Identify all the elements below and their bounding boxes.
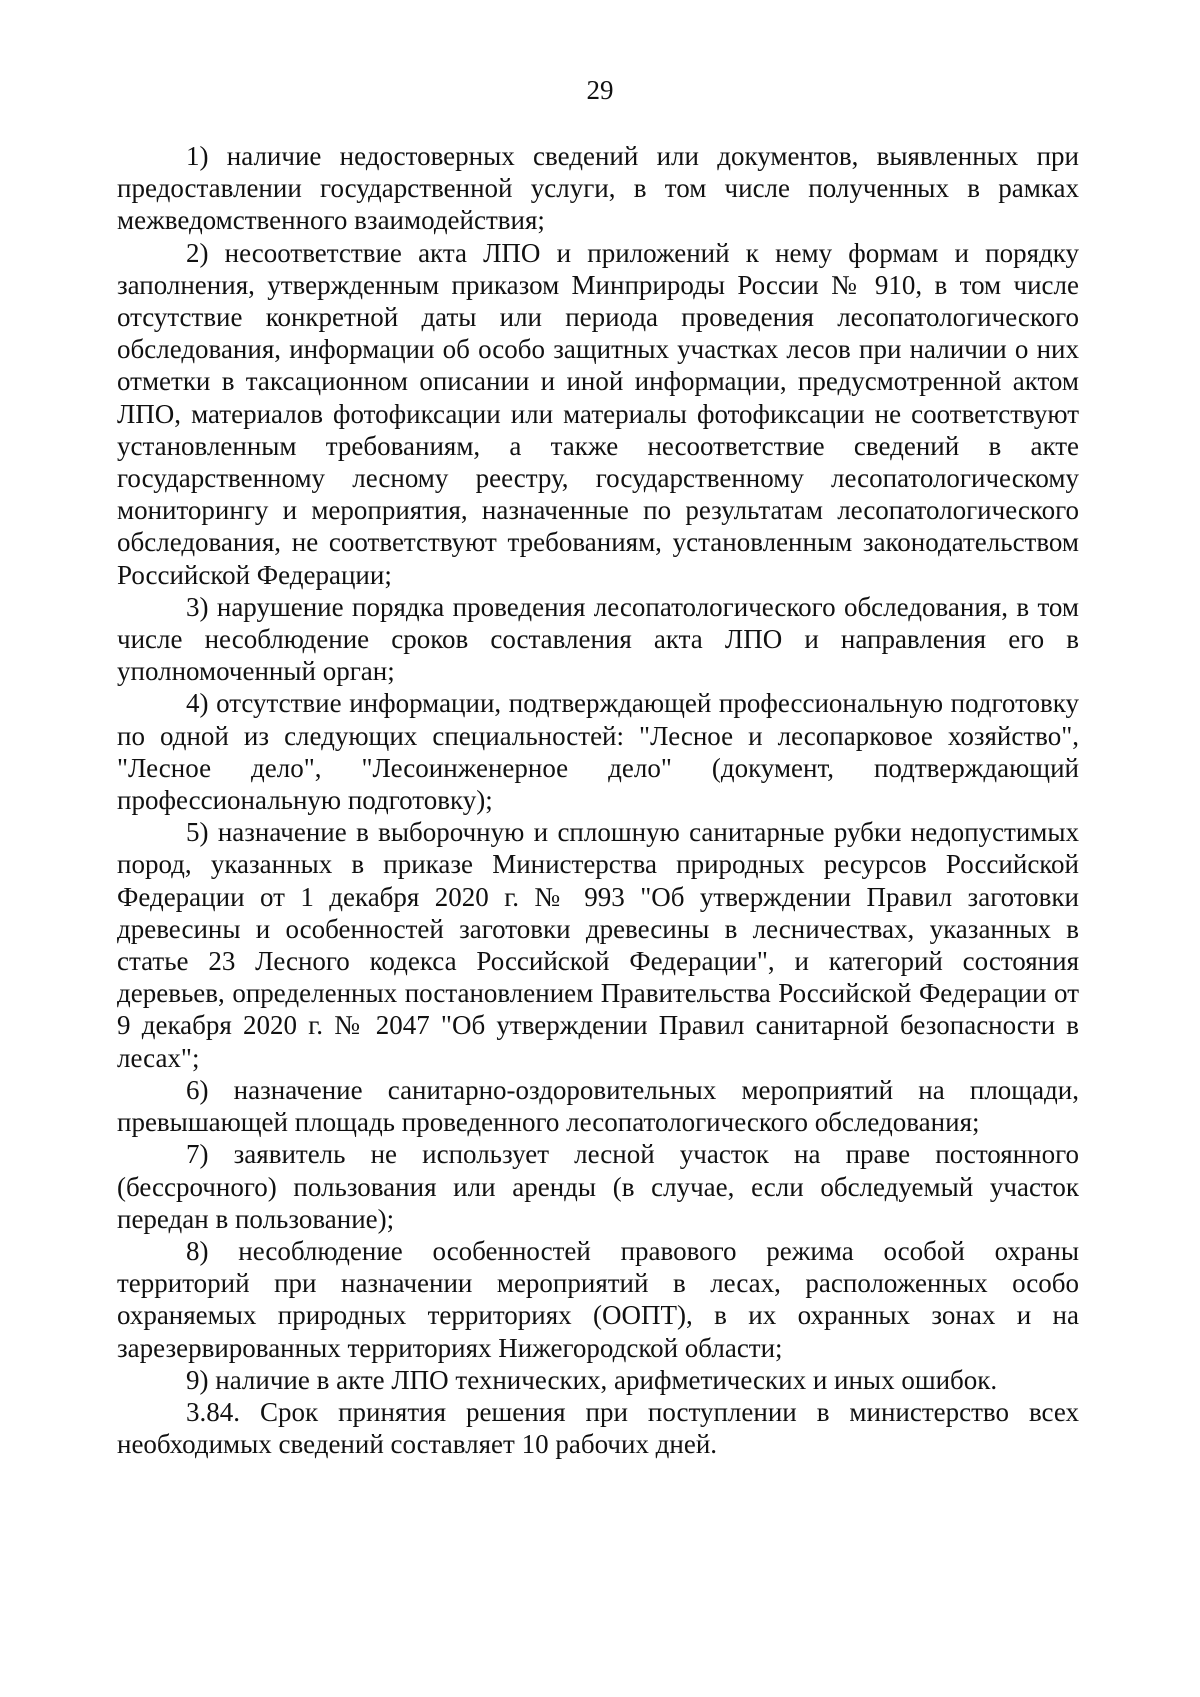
paragraph-item-8: 8) несоблюдение особенностей правового режима особой охраны территорий при назначении мероприятий в лесах, расположенных особо охраняемых природных территориях (ООПТ), в их охранных зонах и на зарезервированных территориях Нижегородской области;	[117, 1235, 1079, 1363]
paragraph-item-2: 2) несоответствие акта ЛПО и приложений к нему формам и порядку заполнения, утвержденным приказом Минприроды России № 910, в том числе отсутствие конкретной даты или периода проведения лесопатологического обследования, информации об особо защитных участках лесов при наличии о них отметки в таксационном описании и иной информации, предусмотренной актом ЛПО, материалов фотофиксации или материалы фотофиксации не соответствуют установленным требованиям, а также несоответствие сведений в акте государственному лесному реестру, государственному лесопатологическому мониторингу и мероприятия, назначенные по результатам лесопатологического обследования, не соответствуют требованиям, установленным законодательством Российской Федерации;	[117, 237, 1079, 590]
paragraph-item-1: 1) наличие недостоверных сведений или документов, выявленных при предоставлении государственной услуги, в том числе полученных в рамках межведомственного взаимодействия;	[117, 141, 1079, 236]
document-body	[117, 140, 1079, 1460]
page-number: 29	[586, 75, 614, 105]
paragraph-item-7: 7) заявитель не использует лесной участок на праве постоянного (бессрочного) пользования или аренды (в случае, если обследуемый участок передан в пользование);	[117, 1139, 1079, 1234]
paragraph-section-3-84: 3.84. Срок принятия решения при поступлении в министерство всех необходимых сведений составляет 10 рабочих дней.	[117, 1396, 1079, 1460]
paragraph-item-3: 3) нарушение порядка проведения лесопатологического обследования, в том числе несоблюдение сроков составления акта ЛПО и направления его в уполномоченный орган;	[117, 591, 1079, 687]
paragraph-item-6: 6) назначение санитарно-оздоровительных мероприятий на площади, превышающей площадь проведенного лесопатологического обследования;	[117, 1074, 1079, 1138]
paragraph-item-5: 5) назначение в выборочную и сплошную санитарные рубки недопустимых пород, указанных в приказе Министерства природных ресурсов Российской Федерации от 1 декабря 2020 г. № 993 "Об утверждении Правил заготовки древесины и особенностей заготовки древесины в лесничествах, указанных в статье 23 Лесного кодекса Российской Федерации", и категорий состояния деревьев, определенных постановлением Правительства Российской Федерации от 9 декабря 2020 г. № 2047 "Об утверждении Правил санитарной безопасности в лесах";	[117, 817, 1079, 1073]
paragraph-item-9: 9) наличие в акте ЛПО технических, арифметических и иных ошибок.	[186, 1364, 998, 1395]
paragraph-item-4: 4) отсутствие информации, подтверждающей профессиональную подготовку по одной из следующих специальностей: "Лесное и лесопарковое хозяйство", "Лесное дело", "Лесоинженерное дело" (документ, подтверждающий профессиональную подготовку);	[117, 688, 1079, 816]
